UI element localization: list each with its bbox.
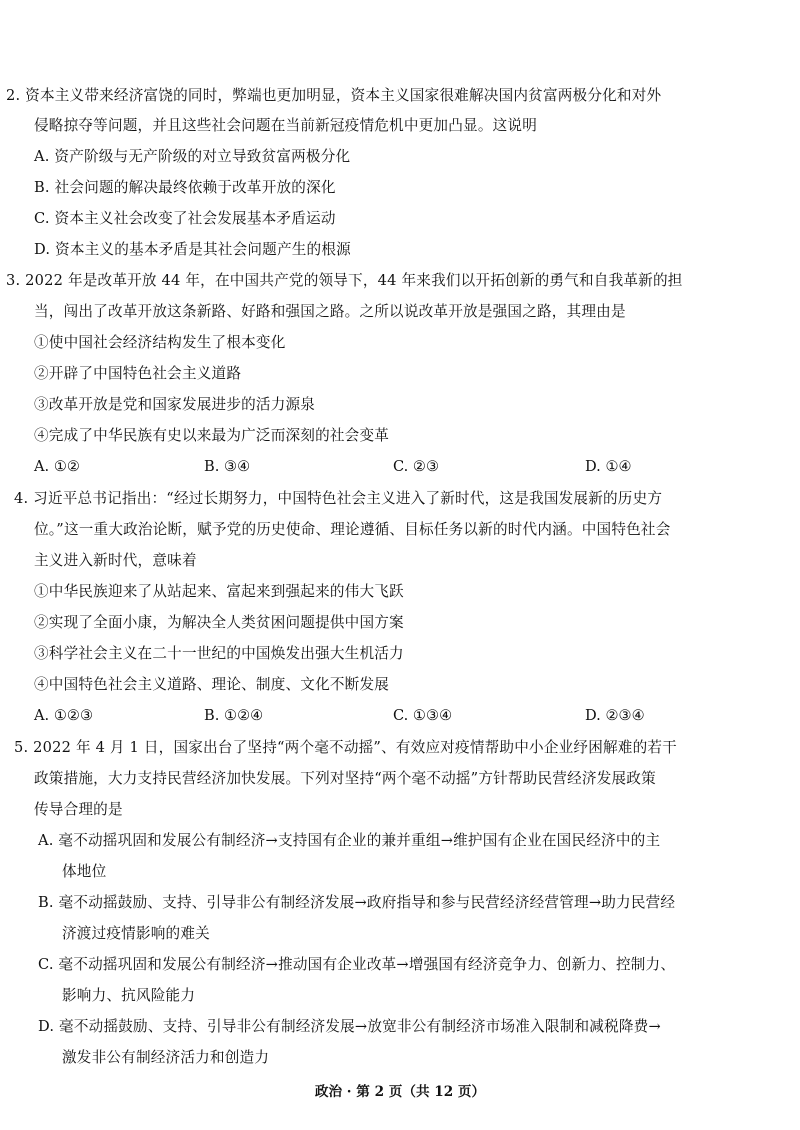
q5-option-d-line-1: D. 毫不动摇鼓励、支持、引导非公有制经济发展→放宽非公有制经济市场准入限制和减税降费→ — [38, 1018, 661, 1035]
q3-choice-d: D. ①④ — [585, 458, 632, 475]
q5-option-d-line-2: 激发非公有制经济活力和创造力 — [62, 1049, 270, 1066]
q3-item-4: ④完成了中华民族有史以来最为广泛而深刻的社会变革 — [34, 427, 390, 444]
q4-choice-a: A. ①②③ — [34, 707, 94, 724]
q3-stem-line-2: 当，闯出了改革开放这条新路、好路和强国之路。之所以说改革开放是强国之路，其理由是 — [34, 303, 626, 320]
q4-stem-line-1: 4. 习近平总书记指出：“经过长期努力，中国特色社会主义进入了新时代，这是我国发展新的历史方 — [14, 490, 663, 507]
q5-stem-line-2: 政策措施，大力支持民营经济加快发展。下列对坚持“两个毫不动摇”方针帮助民营经济发展政策 — [34, 770, 656, 787]
q5-option-b-line-1: B. 毫不动摇鼓励、支持、引导非公有制经济发展→政府指导和参与民营经济经营管理→助力民营经 — [38, 894, 676, 911]
q5-option-c-line-2: 影响力、抗风险能力 — [62, 987, 196, 1004]
q3-choice-a: A. ①② — [34, 458, 80, 475]
q3-stem-line-1: 3. 2022 年是改革开放 44 年，在中国共产党的领导下，44 年来我们以开拓创新的勇气和自我革新的担 — [6, 272, 683, 289]
q4-choice-c: C. ①③④ — [393, 707, 453, 724]
q5-stem-line-1: 5. 2022 年 4 月 1 日，国家出台了坚持“两个毫不动摇”、有效应对疫情帮助中小企业纾困解难的若干 — [14, 739, 677, 756]
q5-option-a-line-2: 体地位 — [62, 863, 107, 880]
q4-item-3: ③科学社会主义在二十一世纪的中国焕发出强大生机活力 — [34, 645, 404, 662]
q5-stem-line-3: 传导合理的是 — [34, 801, 123, 818]
q4-stem-line-2: 位。”这一重大政治论断，赋予党的历史使命、理论遵循、目标任务以新的时代内涵。中国特色社会 — [34, 521, 671, 538]
q3-choice-c: C. ②③ — [393, 458, 440, 475]
q2-option-d: D. 资本主义的基本矛盾是其社会问题产生的根源 — [34, 241, 351, 258]
q4-item-2: ②实现了全面小康，为解决全人类贫困问题提供中国方案 — [34, 614, 404, 631]
q2-option-a: A. 资产阶级与无产阶级的对立导致贫富两极分化 — [34, 148, 351, 165]
q3-item-1: ①使中国社会经济结构发生了根本变化 — [34, 334, 286, 351]
q2-stem-line-2: 侵略掠夺等问题，并且这些社会问题在当前新冠疫情危机中更加凸显。这说明 — [34, 117, 537, 134]
q3-choice-b: B. ③④ — [204, 458, 251, 475]
q4-item-1: ①中华民族迎来了从站起来、富起来到强起来的伟大飞跃 — [34, 583, 404, 600]
q4-stem-line-3: 主义进入新时代，意味着 — [34, 552, 197, 569]
q2-option-b: B. 社会问题的解决最终依赖于改革开放的深化 — [34, 179, 336, 196]
q4-choice-b: B. ①②④ — [204, 707, 264, 724]
q2-stem-line-1: 2. 资本主义带来经济富饶的同时，弊端也更加明显，资本主义国家很难解决国内贫富两极分化和对外 — [6, 87, 662, 104]
q2-option-c: C. 资本主义社会改变了社会发展基本矛盾运动 — [34, 210, 336, 227]
page-footer: 政治 · 第 2 页（共 12 页） — [314, 1084, 486, 1100]
q5-option-b-line-2: 济渡过疫情影响的难关 — [62, 925, 210, 942]
q5-option-c-line-1: C. 毫不动摇巩固和发展公有制经济→推动国有企业改革→增强国有经济竞争力、创新力、控制力、 — [38, 956, 676, 973]
q4-choice-d: D. ②③④ — [585, 707, 645, 724]
q4-item-4: ④中国特色社会主义道路、理论、制度、文化不断发展 — [34, 676, 390, 693]
q3-item-3: ③改革开放是党和国家发展进步的活力源泉 — [34, 396, 316, 413]
q5-option-a-line-1: A. 毫不动摇巩固和发展公有制经济→支持国有企业的兼并重组→维护国有企业在国民经济中的主 — [38, 832, 661, 849]
q3-item-2: ②开辟了中国特色社会主义道路 — [34, 365, 242, 382]
